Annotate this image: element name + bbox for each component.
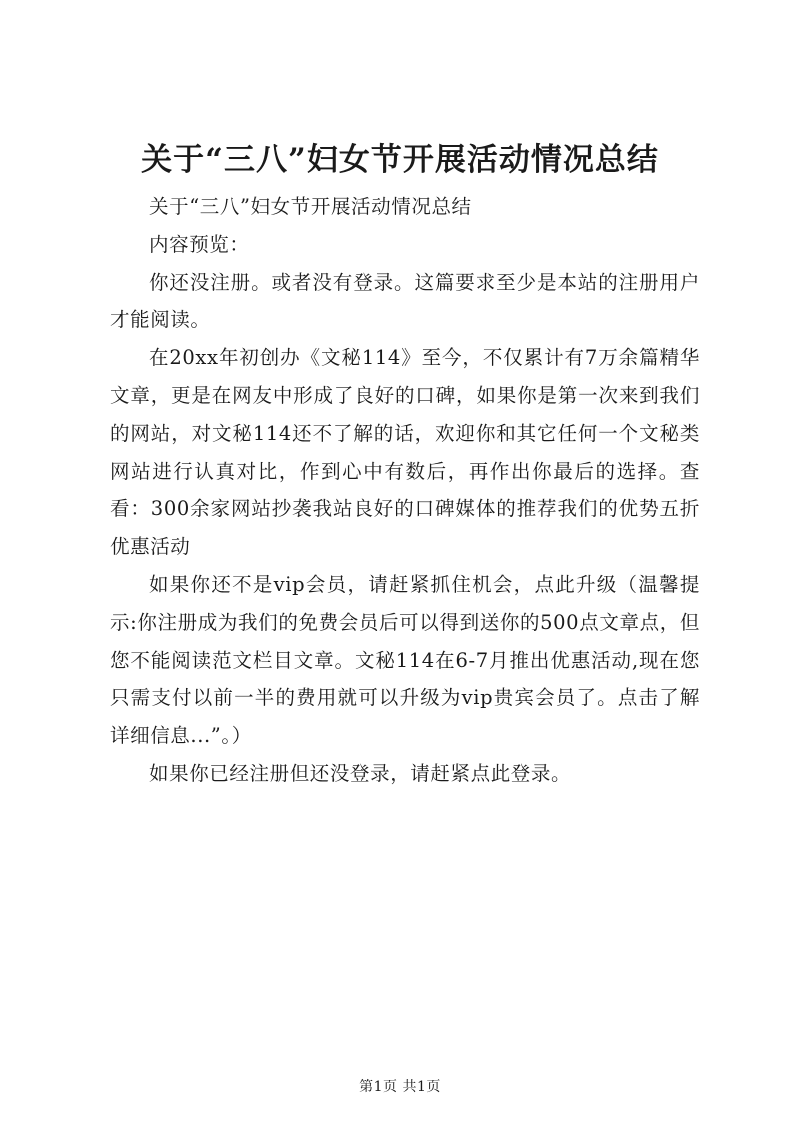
document-body [110,188,700,793]
paragraph-vip-upgrade: 如果你还不是vip会员，请赶紧抓住机会，点此升级（温馨提示:你注册成为我们的免费会员后可以得到送你的500点文章点，但您不能阅读范文栏目文章。文秘114在6-7月推出优惠活动,现在您只需支付以前一半的费用就可以升级为vip贵宾会员了。点击了解详细信息...”。） [110,572,700,748]
page-number-footer: 第1页 共1页 [359,1079,441,1095]
paragraph-login-notice: 你还没注册。或者没有登录。这篇要求至少是本站的注册用户才能阅读。 [110,270,700,332]
paragraph-login-prompt: 如果你已经注册但还没登录，请赶紧点此登录。 [149,761,572,785]
paragraph-site-intro: 在20xx年初创办《文秘114》至今，不仅累计有7万余篇精华文章，更是在网友中形成了良好的口碑，如果你是第一次来到我们的网站，对文秘114还不了解的话，欢迎你和其它任何一个文秘类网站进行认真对比，作到心中有数后，再作出你最后的选择。查看：300余家网站抄袭我站良好的口碑媒体的推荐我们的优势五折优惠活动 [110,346,700,559]
document-title: 关于“三八”妇女节开展活动情况总结 [141,142,659,178]
paragraph-preview-label: 内容预览： [149,232,250,256]
paragraph-subtitle: 关于“三八”妇女节开展活动情况总结 [149,195,472,218]
